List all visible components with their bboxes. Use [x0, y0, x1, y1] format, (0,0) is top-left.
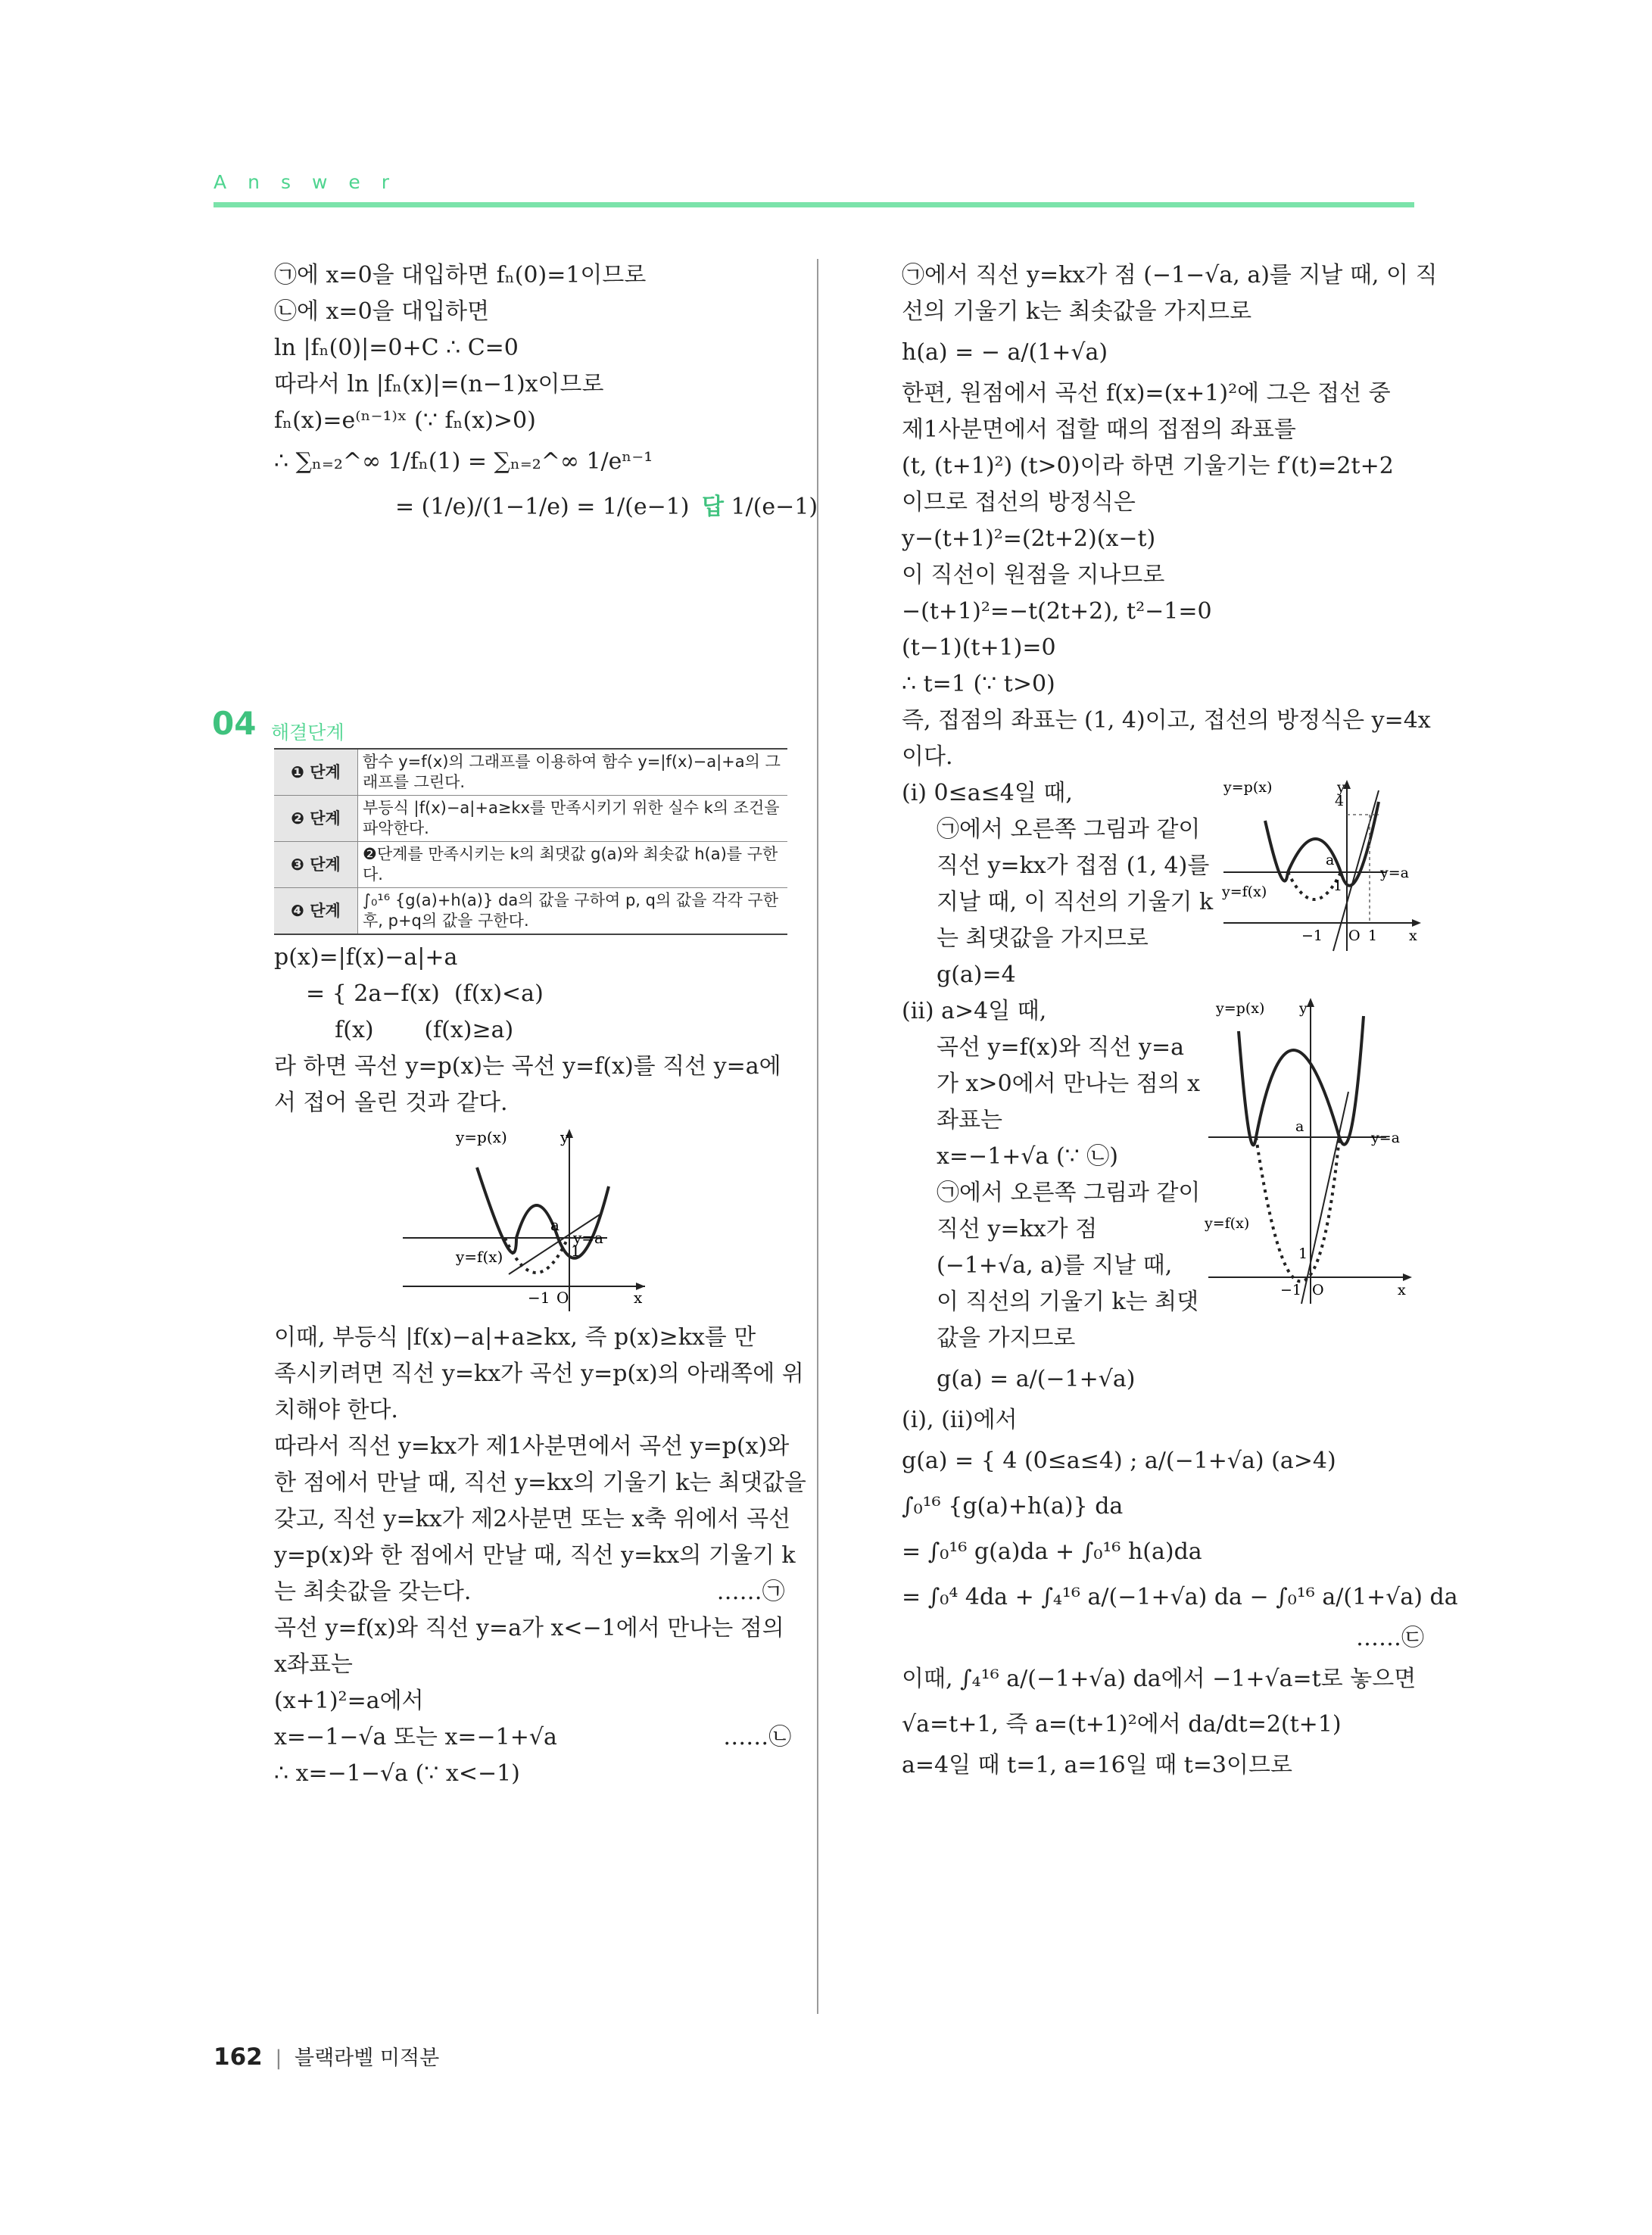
step-text: 함수 y=f(x)의 그래프를 이용하여 함수 y=|f(x)−a|+a의 그래프를 그린다. — [358, 749, 788, 796]
text-line: 가 x>0에서 만나는 점의 x — [937, 1071, 1201, 1097]
book-title: 블랙라벨 미적분 — [295, 2046, 440, 2070]
formula-line: ∫₀¹⁶ {g(a)+h(a)} da — [902, 1493, 1124, 1520]
text-line: = { 2a−f(x) (f(x)<a) — [306, 980, 544, 1007]
label-y-a: y=a — [1380, 865, 1409, 881]
step-stage: ❸ 단계 — [274, 842, 358, 888]
text-line: x=−1−√a 또는 x=−1+√a ……㉡ — [274, 1724, 792, 1750]
text-line: 좌표는 — [937, 1107, 1002, 1133]
formula-line: = (1/e)/(1−1/e) = 1/(e−1) — [395, 494, 690, 520]
text-line: y=p(x)와 한 점에서 만날 때, 직선 y=kx의 기울기 k — [274, 1542, 796, 1569]
label-origin: O — [1348, 927, 1361, 944]
table-row — [274, 842, 787, 888]
left-column — [212, 257, 818, 1792]
text-line: 제1사분면에서 접할 때의 접점의 좌표를 — [902, 416, 1296, 443]
section-heading — [212, 705, 787, 745]
table-row — [274, 888, 787, 935]
formula-line: = ∫₀⁴ 4da + ∫₄¹⁶ a/(−1+√a) da − ∫₀¹⁶ a/(1+√a) da — [902, 1584, 1458, 1610]
formula-line: h(a) = − a/(1+√a) — [902, 339, 1108, 366]
label-y-f: y=f(x) — [1222, 884, 1267, 900]
label-minus-one: −1 — [1301, 927, 1323, 944]
text-line: p(x)=|f(x)−a|+a — [274, 944, 458, 971]
text-line: ㉡에 x=0을 대입하면 — [274, 298, 490, 325]
formula-line: √a=t+1, 즉 a=(t+1)²에서 da/dt=2(t+1) — [902, 1711, 1342, 1738]
text-line: a=4일 때 t=1, a=16일 때 t=3이므로 — [902, 1752, 1292, 1778]
answer-mark — [702, 485, 818, 530]
steps-table — [274, 748, 787, 935]
label-minus-one: −1 — [528, 1289, 550, 1307]
graph-figure-1 — [403, 1126, 660, 1315]
label-x-axis: x — [634, 1289, 643, 1307]
label-y-a: y=a — [573, 1229, 603, 1247]
text-line: 따라서 ln |fₙ(x)|=(n−1)x이므로 — [274, 371, 604, 397]
graph-figure-2 — [1220, 775, 1428, 957]
text-line: (ⅰ), (ⅱ)에서 — [902, 1407, 1018, 1433]
text-line: f(x) (f(x)≥a) — [306, 1017, 514, 1043]
text-line: 는 최솟값을 갖는다. ……㉠ — [274, 1579, 785, 1605]
label-x-axis: x — [1409, 927, 1417, 944]
label-one: 1 — [1298, 1245, 1308, 1262]
text-line: 이 직선의 기울기 k는 최댓 — [937, 1289, 1199, 1315]
text-line: ㉠에서 오른쪽 그림과 같이 — [937, 1180, 1201, 1206]
table-row — [274, 796, 787, 842]
label-y-p: y=p(x) — [1223, 779, 1273, 796]
text-line: x=−1+√a (∵ ㉡) — [937, 1143, 1118, 1170]
text-line: 이때, 부등식 |f(x)−a|+a≥kx, 즉 p(x)≥kx를 만 — [274, 1324, 756, 1351]
graph-figure-3 — [1205, 993, 1424, 1311]
case-1-block — [902, 775, 1424, 993]
formula-line: 이때, ∫₄¹⁶ a/(−1+√a) da에서 −1+√a=t로 놓으면 — [902, 1666, 1417, 1692]
text-line: ㉠에서 직선 y=kx가 점 (−1−√a, a)를 지날 때, 이 직 — [902, 262, 1438, 288]
label-origin: O — [1312, 1282, 1324, 1298]
label-y-axis: y — [1337, 779, 1345, 796]
text-line: 곡선 y=f(x)와 직선 y=a가 x<−1에서 만나는 점의 — [274, 1615, 784, 1641]
label-x-axis: x — [1398, 1282, 1406, 1298]
label-y-a: y=a — [1371, 1130, 1400, 1146]
text-line: y−(t+1)²=(2t+2)(x−t) — [902, 525, 1156, 552]
right-column — [902, 257, 1458, 1784]
step-text: ∫₀¹⁶ {g(a)+h(a)} da의 값을 구하여 p, q의 값을 각각 구한 후, p+q의 값을 구한다. — [358, 888, 788, 935]
step-stage: ❹ 단계 — [274, 888, 358, 935]
label-y-f: y=f(x) — [456, 1248, 503, 1266]
label-one-x: 1 — [1368, 927, 1378, 944]
header-rule — [214, 202, 1414, 207]
text-line: 서 접어 올린 것과 같다. — [274, 1089, 508, 1116]
text-line: 지날 때, 이 직선의 기울기 k — [937, 889, 1214, 915]
section-number: 04 — [212, 705, 257, 742]
label-a: a — [550, 1216, 559, 1234]
text-line: (ⅰ) 0≤a≤4일 때, — [902, 780, 1073, 806]
text-line: (−1+√a, a)를 지날 때, — [937, 1252, 1173, 1279]
text-line: 치해야 한다. — [274, 1397, 398, 1423]
text-line: (t−1)(t+1)=0 — [902, 634, 1056, 661]
text-line: fₙ(x)=e⁽ⁿ⁻¹⁾ˣ (∵ fₙ(x)>0) — [274, 407, 536, 434]
text-line: 직선 y=kx가 점 — [937, 1216, 1098, 1242]
text-line: 이므로 접선의 방정식은 — [902, 489, 1136, 516]
text-line: ㉠에서 오른쪽 그림과 같이 — [937, 816, 1201, 843]
formula-line: = ∫₀¹⁶ g(a)da + ∫₀¹⁶ h(a)da — [902, 1538, 1202, 1565]
text-line: ln |fₙ(0)|=0+C ∴ C=0 — [274, 335, 519, 361]
formula-line: g(a) = a/(−1+√a) — [937, 1366, 1136, 1392]
answer-label: 답 — [702, 494, 724, 520]
step-stage: ❷ 단계 — [274, 796, 358, 842]
equation-tag: ……㉢ — [1356, 1625, 1424, 1651]
text-line: 이 직선이 원점을 지나므로 — [902, 562, 1165, 588]
formula-line: g(a) = { 4 (0≤a≤4) ; a/(−1+√a) (a>4) — [902, 1448, 1336, 1474]
label-a: a — [1326, 852, 1335, 868]
text-line: 이다. — [902, 743, 953, 770]
text-line: 직선 y=kx가 접점 (1, 4)를 — [937, 853, 1210, 879]
label-four: 4 — [1335, 793, 1345, 809]
text-line: −(t+1)²=−t(2t+2), t²−1=0 — [902, 598, 1212, 625]
text-line: ∴ x=−1−√a (∵ x<−1) — [274, 1760, 520, 1787]
text-line: 따라서 직선 y=kx가 제1사분면에서 곡선 y=p(x)와 — [274, 1433, 790, 1460]
page-footer — [214, 2041, 439, 2071]
text-line: 족시키려면 직선 y=kx가 곡선 y=p(x)의 아래쪽에 위 — [274, 1361, 804, 1387]
text-line: ∴ ∑ₙ₌₂^∞ 1/fₙ(1) = ∑ₙ₌₂^∞ 1/eⁿ⁻¹ — [274, 448, 653, 475]
page-number: 162 — [214, 2043, 263, 2071]
label-y-p: y=p(x) — [456, 1128, 507, 1146]
case-2-block — [902, 993, 1424, 1402]
label-minus-one: −1 — [1280, 1282, 1302, 1298]
text-line: 즉, 접점의 좌표는 (1, 4)이고, 접선의 방정식은 y=4x — [902, 707, 1431, 734]
text-line: 값을 가지므로 — [937, 1325, 1076, 1351]
text-line: x좌표는 — [274, 1651, 353, 1678]
table-row — [274, 749, 787, 796]
label-y-axis: y — [1299, 1000, 1308, 1017]
text-line: (x+1)²=a에서 — [274, 1688, 424, 1714]
step-text: ❷단계를 만족시키는 k의 최댓값 g(a)와 최솟값 h(a)를 구한다. — [358, 842, 788, 888]
text-line: (ⅱ) a>4일 때, — [902, 998, 1047, 1024]
label-y-f: y=f(x) — [1205, 1215, 1250, 1232]
answer-value: 1/(e−1) — [731, 494, 818, 520]
text-line: ㉠에 x=0을 대입하면 fₙ(0)=1이므로 — [274, 262, 647, 288]
label-y-p: y=p(x) — [1216, 1000, 1265, 1017]
text-line: 라 하면 곡선 y=p(x)는 곡선 y=f(x)를 직선 y=a에 — [274, 1053, 781, 1080]
text-line: 선의 기울기 k는 최솟값을 가지므로 — [902, 298, 1252, 325]
step-text: 부등식 |f(x)−a|+a≥kx를 만족시키기 위한 실수 k의 조건을 파악한다. — [358, 796, 788, 842]
label-one: 1 — [1333, 877, 1343, 894]
footer-separator: | — [275, 2046, 282, 2070]
label-a: a — [1295, 1118, 1304, 1135]
label-one: 1 — [571, 1242, 581, 1260]
text-line: (t, (t+1)²) (t>0)이라 하면 기울기는 f′(t)=2t+2 — [902, 453, 1394, 479]
label-y-axis: y — [560, 1128, 569, 1146]
text-line: 곡선 y=f(x)와 직선 y=a — [937, 1034, 1184, 1061]
step-stage: ❶ 단계 — [274, 749, 358, 796]
section-title: 해결단계 — [271, 722, 344, 743]
text-line: 갖고, 직선 y=kx가 제2사분면 또는 x축 위에서 곡선 — [274, 1506, 791, 1532]
text-line: ∴ t=1 (∵ t>0) — [902, 671, 1055, 697]
text-line: g(a)=4 — [937, 962, 1016, 988]
text-line: 한 점에서 만날 때, 직선 y=kx의 기울기 k는 최댓값을 — [274, 1470, 806, 1496]
answer-header: Answer — [214, 171, 411, 193]
text-line: 는 최댓값을 가지므로 — [937, 925, 1149, 952]
label-origin: O — [556, 1289, 569, 1307]
text-line: 한편, 원점에서 곡선 f(x)=(x+1)²에 그은 접선 중 — [902, 380, 1391, 407]
